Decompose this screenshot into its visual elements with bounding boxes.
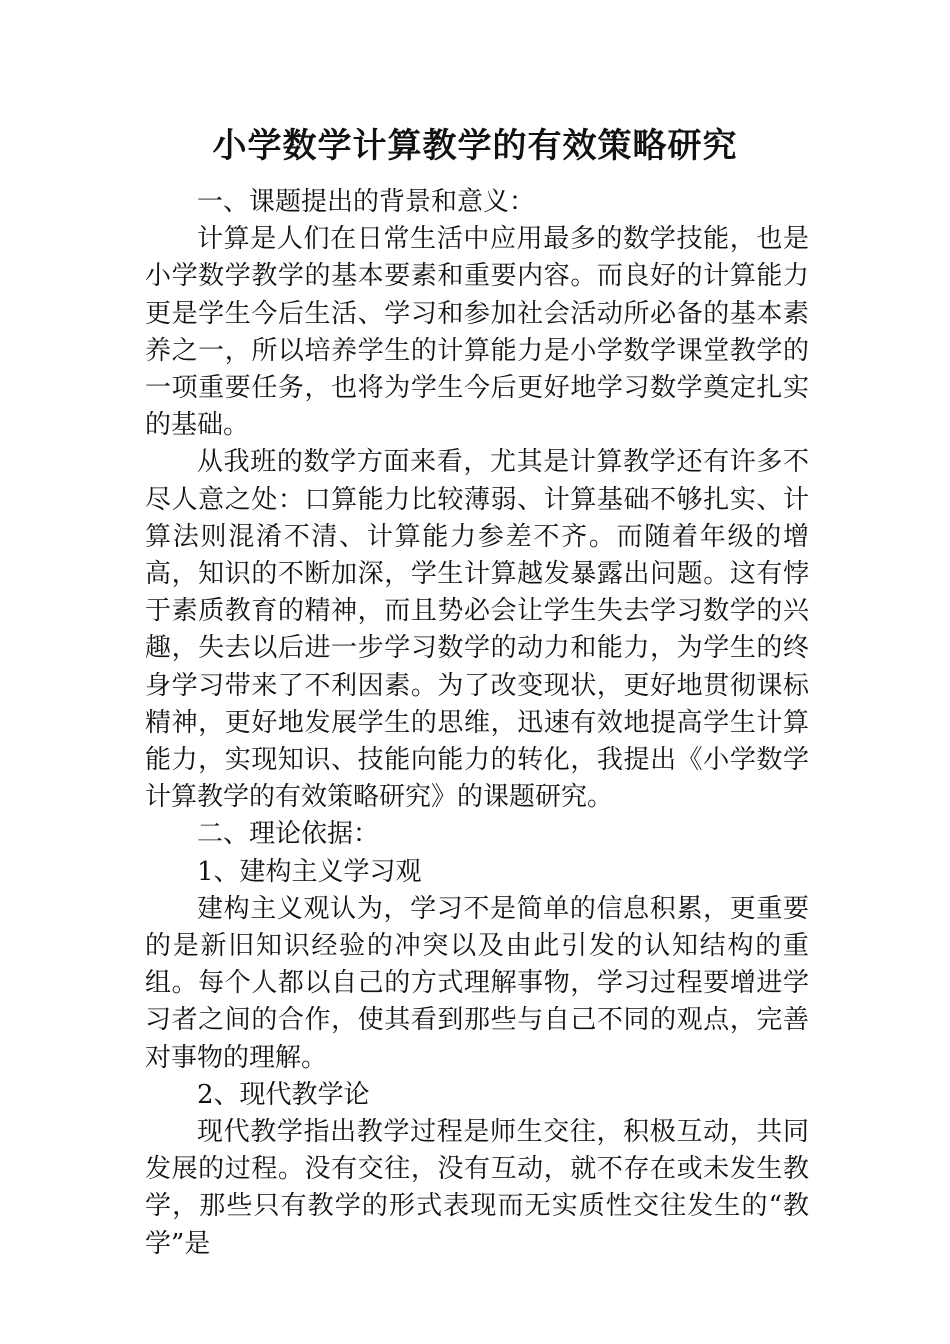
subheading-constructivism: 1、建构主义学习观	[197, 856, 422, 887]
section-heading-background: 一、课题提出的背景和意义：	[197, 187, 536, 217]
paragraph-computation-importance: 计算是人们在日常生活中应用最多的数学技能，也是小学数学教学的基本要素和重要内容。而良好的计算能力更是学生今后生活、学习和参加社会活动所必备的基本素养之一，所以培养学生的计算能力是小学数学课堂教学的一项重要任务，也将为学生今后更好地学习数学奠定扎实的基础。	[145, 224, 809, 441]
document-title: 小学数学计算教学的有效策略研究	[212, 126, 738, 166]
paragraph-modern-teaching: 现代教学指出教学过程是师生交往，积极互动，共同发展的过程。没有交往，没有互动，就不存在或未发生教学，那些只有教学的形式表现而无实质性交往发生的“教学”是	[145, 1117, 809, 1259]
subheading-modern-teaching: 2、现代教学论	[197, 1079, 370, 1110]
paragraph-class-situation: 从我班的数学方面来看，尤其是计算教学还有许多不尽人意之处：口算能力比较薄弱、计算基础不够扎实、计算法则混淆不清、计算能力参差不齐。而随着年级的增高，知识的不断加深，学生计算越发暴露出问题。这有悖于素质教育的精神，而且势必会让学生失去学习数学的兴趣，失去以后进一步学习数学的动力和能力，为学生的终身学习带来了不利因素。为了改变现状，更好地贯彻课标精神，更好地发展学生的思维，迅速有效地提高学生计算能力，实现知识、技能向能力的转化，我提出《小学数学计算教学的有效策略研究》的课题研究。	[145, 447, 809, 813]
document-body	[145, 184, 809, 1263]
paragraph-constructivism: 建构主义观认为，学习不是简单的信息积累，更重要的是新旧知识经验的冲突以及由此引发的认知结构的重组。每个人都以自己的方式理解事物，学习过程要增进学习者之间的合作，使其看到那些与自己不同的观点，完善对事物的理解。	[145, 893, 809, 1073]
section-heading-theory: 二、理论依据：	[197, 819, 380, 850]
